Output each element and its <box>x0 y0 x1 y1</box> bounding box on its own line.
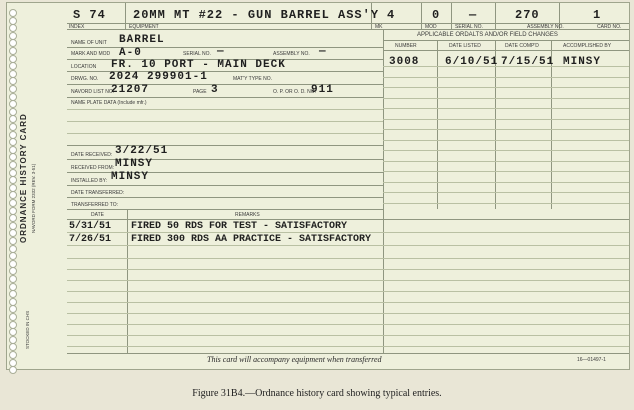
figure-caption: Figure 31B4.—Ordnance history card showing typical entries. <box>192 388 442 399</box>
punch-hole <box>9 77 17 85</box>
installed-by-value: MINSY <box>111 171 150 183</box>
unit-serial-value: — <box>217 46 225 58</box>
ruled-line <box>383 119 629 120</box>
punch-hole <box>9 100 17 108</box>
ruled-line <box>383 150 629 151</box>
remark-text: FIRED 300 RDS AA PRACTICE - SATISFACTORY <box>131 234 372 245</box>
ruled-line <box>383 66 629 67</box>
ordnance-history-card <box>6 2 630 370</box>
punch-hole <box>9 153 17 161</box>
punch-hole <box>9 328 17 336</box>
ruled-line <box>67 258 629 259</box>
punch-hole <box>9 229 17 237</box>
received-from-label: RECEIVED FROM: <box>71 165 115 171</box>
punch-hole <box>9 191 17 199</box>
ruled-line <box>67 335 629 336</box>
ruled-line <box>67 121 383 122</box>
footer-note: This card will accompany equipment when transferred <box>207 355 382 364</box>
name-of-unit-value: BARREL <box>119 34 165 46</box>
ordalts-accomplished-header: ACCOMPLISHED BY <box>563 43 612 49</box>
ordalt-date-listed: 6/10/51 <box>445 56 499 68</box>
card-no-value: 1 <box>593 8 602 22</box>
ruled-line <box>383 182 629 183</box>
punch-hole <box>9 252 17 260</box>
date-received-value: 3/22/51 <box>115 145 169 157</box>
op-od-value: 911 <box>311 84 334 96</box>
mk-value: 4 <box>387 8 396 22</box>
mod-value: 0 <box>432 8 441 22</box>
ruled-line <box>67 280 629 281</box>
punch-hole <box>9 138 17 146</box>
navord-list-value: 21207 <box>111 84 150 96</box>
unit-assembly-label: ASSEMBLY NO. <box>273 51 310 57</box>
ruled-line <box>383 171 629 172</box>
ordalt-accomplished-by: MINSY <box>563 56 602 68</box>
ruled-line <box>67 232 629 233</box>
side-title: ORDNANCE HISTORY CARD <box>19 113 28 243</box>
punch-hole <box>9 62 17 70</box>
punch-hole <box>9 9 17 17</box>
serial-no-label: SERIAL NO. <box>455 24 483 30</box>
ordalts-date-comp-header: DATE COMP'D <box>505 43 539 49</box>
date-transferred-label: DATE TRANSFERRED: <box>71 190 125 196</box>
received-from-value: MINSY <box>115 158 154 170</box>
remark-date: 7/26/51 <box>69 234 112 245</box>
ruled-line <box>67 269 629 270</box>
ordalts-date-listed-header: DATE LISTED <box>449 43 481 49</box>
punch-hole <box>9 214 17 222</box>
punch-hole <box>9 290 17 298</box>
mod-label: MOD <box>425 24 437 30</box>
index-value: S 74 <box>73 8 106 22</box>
drwg-value: 2024 299901-1 <box>109 71 208 83</box>
card-no-label: CARD NO. <box>597 24 622 30</box>
ruled-line <box>67 313 629 314</box>
ordalts-number-header: NUMBER <box>395 43 417 49</box>
ruled-line <box>383 87 629 88</box>
ruled-line <box>67 109 383 110</box>
ruled-line <box>383 161 629 162</box>
ruled-line <box>67 291 629 292</box>
punch-hole <box>9 275 17 283</box>
remarks-header: REMARKS <box>235 212 260 218</box>
ruled-line <box>383 192 629 193</box>
unit-serial-label: SERIAL NO. <box>183 51 211 57</box>
location-value: FR. 10 PORT - MAIN DECK <box>111 59 286 71</box>
punch-hole <box>9 24 17 32</box>
equipment-label: EQUIPMENT <box>129 24 159 30</box>
side-stock-note: STOCKED IN CHS <box>25 310 30 349</box>
remark-date: 5/31/51 <box>69 221 112 232</box>
drwg-label: DRWG. NO. <box>71 76 99 82</box>
mark-and-mod-value: A-0 <box>119 47 142 59</box>
ruled-line <box>383 108 629 109</box>
side-form-number: NAVORD FORM 2332 (REV. 3-51) <box>31 163 36 233</box>
installed-by-label: INSTALLED BY: <box>71 178 108 184</box>
location-label: LOCATION <box>71 64 97 70</box>
punch-hole <box>9 176 17 184</box>
punch-hole <box>9 199 17 207</box>
ordalt-number: 3008 <box>389 56 420 68</box>
punch-hole <box>9 305 17 313</box>
name-plate-label: NAME PLATE DATA (Include mfr.) <box>71 100 147 106</box>
punch-hole <box>9 123 17 131</box>
serial-no-value: — <box>469 8 478 22</box>
date-received-label: DATE RECEIVED: <box>71 152 113 158</box>
punch-hole <box>9 47 17 55</box>
mark-and-mod-label: MARK AND MOD <box>71 51 111 57</box>
navord-list-label: NAVORD LIST NO. <box>71 89 115 95</box>
transferred-to-label: TRANSFERRED TO: <box>71 202 119 208</box>
unit-assembly-value: — <box>319 46 327 58</box>
equipment-value: 20MM MT #22 - GUN BARREL ASS'Y <box>133 8 380 22</box>
punch-hole <box>9 161 17 169</box>
name-of-unit-label: NAME OF UNIT <box>71 40 107 46</box>
punch-hole <box>9 343 17 351</box>
punch-hole <box>9 237 17 245</box>
punch-hole <box>9 366 17 374</box>
punch-hole <box>9 351 17 359</box>
remark-text: FIRED 50 RDS FOR TEST - SATISFACTORY <box>131 221 348 232</box>
mk-label: MK <box>375 24 383 30</box>
ruled-line <box>383 129 629 130</box>
assembly-no-value: 270 <box>515 8 540 22</box>
index-label: INDEX <box>69 24 85 30</box>
remarks-date-header: DATE <box>91 212 104 218</box>
page-label: PAGE <box>193 89 207 95</box>
punch-hole <box>9 115 17 123</box>
punch-hole <box>9 267 17 275</box>
op-od-label: O. P. OR O. D. NO. <box>273 89 316 95</box>
ruled-line <box>383 140 629 141</box>
ruled-line <box>67 245 629 246</box>
ruled-line <box>67 133 383 134</box>
ruled-line <box>67 346 629 347</box>
ordalts-title: APPLICABLE ORDALTS AND/OR FIELD CHANGES <box>417 32 558 38</box>
ruled-line <box>383 98 629 99</box>
ruled-line <box>383 203 629 204</box>
ruled-line <box>67 324 629 325</box>
ordalt-date-comp: 7/15/51 <box>501 56 555 68</box>
ruled-line <box>67 302 629 303</box>
page-value: 3 <box>211 84 219 96</box>
assembly-no-label: ASSEMBLY NO. <box>527 24 564 30</box>
punch-hole <box>9 39 17 47</box>
punch-hole <box>9 313 17 321</box>
punch-hole <box>9 85 17 93</box>
footer-code: 16—01497-1 <box>577 357 606 363</box>
mat-type-label: MAT'Y TYPE NO. <box>233 76 273 82</box>
ruled-line <box>383 77 629 78</box>
